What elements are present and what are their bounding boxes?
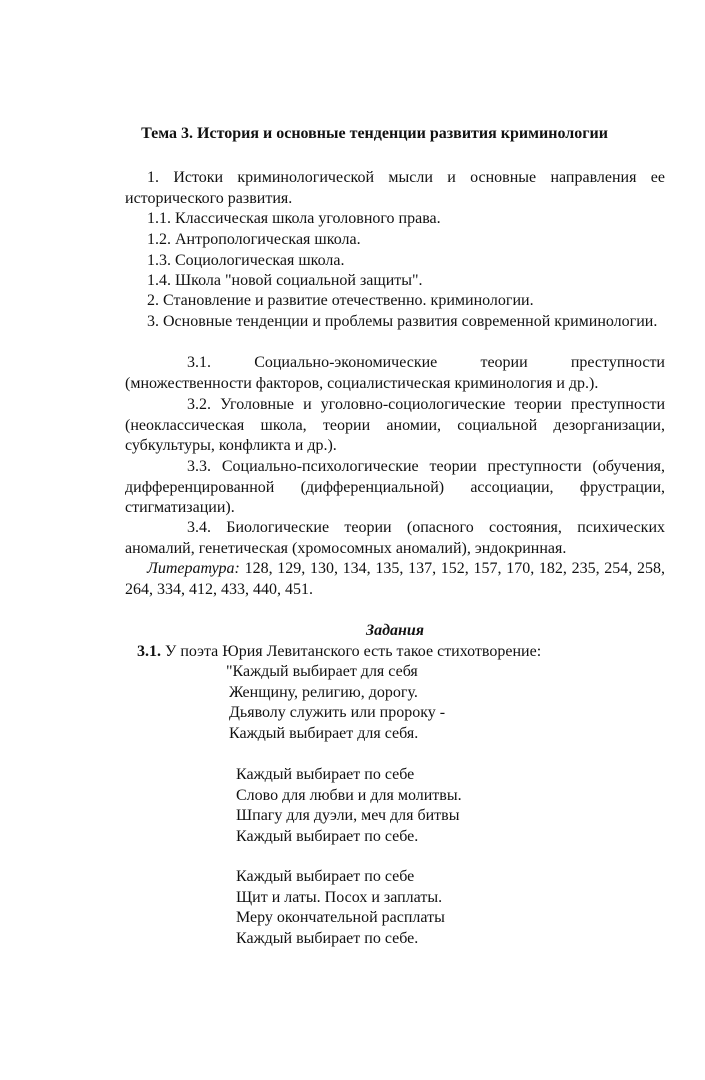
poem-stanza-2 [236,765,462,847]
outline-item-3-4: 3.4. Биологические теории (опасного состояния, психических аномалий, генетическая (хромосомных аномалий), эндокринная. [125,519,665,557]
task-intro: У поэта Юрия Левитанского есть такое стихотворение: [165,643,542,660]
poem-line: Щит и латы. Посох и заплаты. [236,888,443,906]
poem-line: Каждый выбирает для себя. [229,724,419,742]
literature-paragraph [125,559,665,600]
outline-item-3-2: 3.2. Уголовные и уголовно-социологические теории преступности (неоклассическая школа, теории аномии, социальной дезорганизации, субкультуры, конфликта и др.). [125,396,665,454]
poem-line: Меру окончательной расплаты [236,909,445,926]
poem-line: "Каждый выбирает для себя [226,663,418,680]
outline-item-3: 3. Основные тенденции и проблемы развития современной криминологии. [147,313,658,330]
literature-label: Литература: [147,560,240,577]
poem-line: Каждый выбирает по себе [236,868,415,885]
outline-item-3-3: 3.3. Социально-психологические теории преступности (обучения, дифференцированной (дифференциальной) ассоциации, фрустрации, стигматизации). [125,458,665,516]
task-3-1 [137,642,541,663]
outline-item-1: 1. Истоки криминологической мысли и основные направления ее исторического развития. [125,169,665,207]
outline-item-1-1: 1.1. Классическая школа уголовного права. [147,210,441,227]
task-number: 3.1. [137,643,161,660]
outline-item-1-2: 1.2. Антропологическая школа. [147,231,361,248]
poem-stanza-3 [236,867,445,949]
poem-line: Каждый выбирает по себе [236,766,415,783]
poem-line: Шпагу для дуэли, меч для битвы [236,807,460,824]
poem-line: Женщину, религию, дорогу. [229,683,418,701]
outline-item-1-4: 1.4. Школа "новой социальной защиты". [147,272,423,289]
outline-item-2: 2. Становление и развитие отечественно. криминологии. [147,292,534,309]
page-title: Тема 3. История и основные тенденции развития криминологии [141,125,608,142]
poem-line: Каждый выбирает по себе. [236,929,419,947]
poem-stanza-1 [226,662,446,744]
poem-line: Каждый выбирает по себе. [236,827,419,845]
poem-line: Дьяволу служить или пророку - [229,704,446,721]
outline-item-1-3: 1.3. Социологическая школа. [147,252,345,269]
poem-line: Слово для любви и для молитвы. [236,786,462,804]
tasks-heading: Задания [365,622,425,639]
literature-list: 128, 129, 130, 134, 135, 137, 152, 157, 170, 182, 235, 254, 258, 264, 334, 412, 433, 440, 451. [125,560,666,598]
outline-item-3-1: 3.1. Социально-экономические теории преступности (множественности факторов, социалистическая криминология и др.). [125,354,665,392]
